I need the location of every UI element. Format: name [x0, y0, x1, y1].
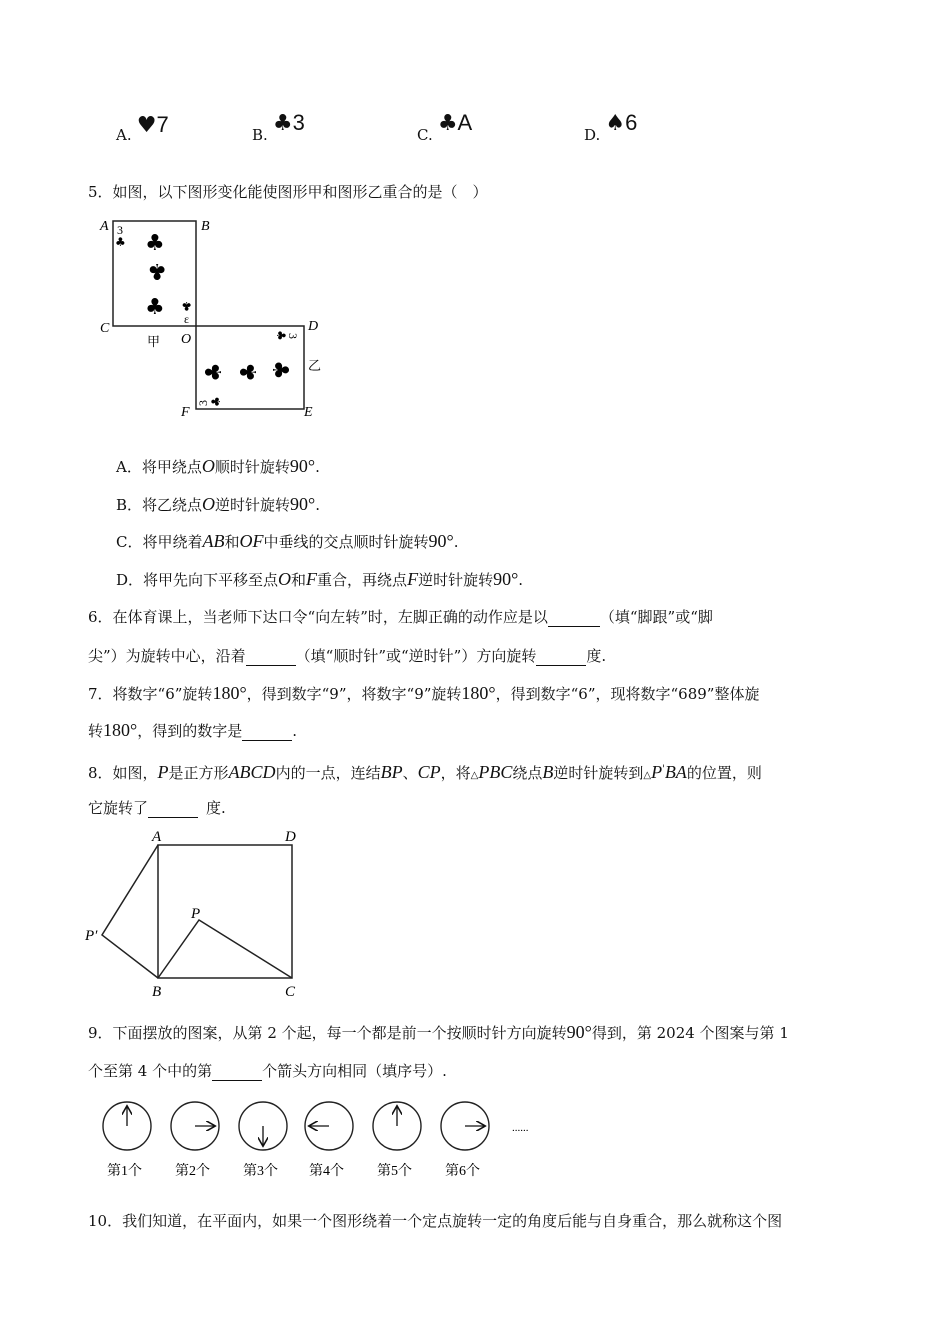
q5-option-a	[116, 456, 320, 477]
card-value: 7	[156, 112, 169, 137]
club-icon: ♣	[115, 235, 126, 249]
q5-option-c	[116, 531, 459, 552]
option-text: 逆时针旋转	[418, 571, 494, 589]
option-letter: B.	[252, 126, 268, 144]
question-text: 个箭头方向相同（填序号）.	[262, 1062, 447, 1080]
q5-option-d	[116, 569, 523, 590]
point-o: O	[201, 456, 215, 476]
q9-line-1	[88, 1022, 789, 1043]
q10-line-1: 10．我们知道，在平面内，如果一个图形绕着一个定点旋转一定的角度后能与自身重合，那么就称这个图	[88, 1212, 783, 1230]
option-text: C．将甲绕着	[116, 533, 203, 551]
label-a: A	[100, 219, 109, 234]
option-text: D．将甲先向下平移至点	[116, 571, 279, 589]
label-p: P	[191, 906, 201, 922]
card-number: 3	[117, 223, 123, 237]
degree-value: 180°	[103, 720, 138, 740]
label-b: B	[201, 219, 210, 234]
arrow-pattern-3	[239, 1102, 287, 1179]
club-icon: ♣	[147, 258, 167, 283]
label-a: A	[152, 829, 162, 845]
degree-value: 180°	[461, 683, 496, 703]
spade-icon: ♠	[605, 111, 626, 136]
question-text: 8．如图，	[88, 764, 158, 782]
question-text: ，将	[440, 764, 471, 782]
option-c	[417, 110, 473, 144]
label-f: F	[181, 405, 190, 420]
degree-value: 90°	[428, 531, 454, 551]
option-text: A．将甲绕点	[116, 458, 202, 476]
degree-value: 180°	[212, 683, 247, 703]
question-text: 个至第 4 个中的第	[88, 1062, 213, 1080]
degree-value: 90°	[289, 456, 316, 476]
degree-value: 90°	[566, 1022, 592, 1042]
pattern-caption: 第1个	[107, 1164, 142, 1179]
option-text: .	[315, 458, 320, 476]
question-text: 6．在体育课上，当老师下达口令“向左转”时，左脚正确的动作应是以	[88, 608, 548, 626]
q8-line-1	[88, 760, 762, 786]
question-text: 7．将数字“6”旋转	[88, 685, 213, 703]
label-d: D	[285, 829, 296, 845]
option-d	[584, 110, 638, 144]
label-c: C	[285, 984, 296, 1000]
question-text: 它旋转了	[88, 799, 149, 817]
option-text: 和	[291, 571, 307, 589]
question-text: 度.	[206, 799, 226, 817]
q6-line-1	[88, 607, 713, 627]
club-icon: ♣	[267, 360, 292, 380]
answer-blank[interactable]	[548, 610, 600, 627]
arrow-pattern-4	[305, 1102, 353, 1179]
answer-blank[interactable]	[212, 1064, 262, 1081]
option-letter: D.	[584, 126, 601, 144]
q6-line-2	[88, 646, 606, 666]
club-icon: ♣	[237, 362, 262, 382]
pattern-caption: 第4个	[309, 1164, 344, 1179]
q5-option-b	[116, 494, 320, 515]
arrow-pattern-1	[103, 1102, 151, 1179]
card-value: 3	[292, 110, 305, 135]
question-text: ，得到数字“9”，将数字“9”旋转	[246, 685, 462, 703]
arrow-pattern-2	[171, 1102, 219, 1179]
triangle-icon: △	[470, 770, 479, 781]
option-letter: A.	[116, 126, 132, 144]
club-icon: ♣	[145, 231, 165, 256]
pattern-caption: 第6个	[445, 1164, 480, 1179]
club-icon: ♣	[272, 111, 293, 136]
pattern-caption: 第3个	[243, 1164, 278, 1179]
answer-blank[interactable]	[246, 649, 296, 666]
point-f: F	[407, 569, 419, 589]
question-text: 得到，第 2024 个图案与第 1	[591, 1024, 789, 1042]
question-text: .	[292, 722, 298, 740]
question-text: （填“脚跟”或“脚	[599, 608, 713, 626]
question-text: 逆时针旋转到	[553, 764, 644, 782]
q8-line-2	[88, 798, 226, 818]
club-icon: ♣	[437, 111, 458, 136]
point-o: O	[278, 569, 292, 589]
question-text: ，得到数字“6”，现将数字“689”整体旋	[495, 685, 760, 703]
club-icon: ♣	[209, 396, 223, 407]
option-letter: C.	[417, 126, 433, 144]
option-text: B．将乙绕点	[116, 496, 203, 514]
option-text: .	[453, 533, 459, 551]
segment-of: OF	[239, 531, 264, 551]
card-value: 6	[625, 110, 638, 135]
club-icon: ♣	[181, 299, 192, 313]
club-icon: ♣	[145, 295, 165, 320]
square-abcd: ABCD	[228, 762, 276, 782]
question-text: 度.	[586, 647, 607, 665]
answer-blank[interactable]	[536, 649, 586, 666]
segment-ba: BA	[664, 762, 687, 782]
q4-options	[0, 108, 950, 148]
option-text: 重合，再绕点	[317, 571, 408, 589]
triangle-pbc: PBC	[478, 762, 513, 782]
point-p-prime: P	[651, 762, 663, 782]
option-a	[116, 112, 169, 144]
segment-bp: BP	[380, 762, 403, 782]
q5-figure	[95, 210, 335, 425]
question-text: 是正方形	[168, 764, 229, 782]
card-value: A	[457, 110, 473, 135]
label-c: C	[100, 321, 110, 336]
club-icon: ♣	[274, 330, 288, 341]
option-text: 顺时针旋转	[214, 458, 290, 476]
q7-line-2	[88, 720, 297, 741]
point-o: O	[202, 494, 216, 514]
point-b: B	[542, 762, 554, 782]
question-text: 、	[402, 764, 418, 782]
label-p-prime: P′	[85, 928, 98, 944]
card-number-rotated: 3	[286, 333, 300, 339]
triangle-icon: △	[643, 770, 652, 781]
question-text: （填“顺时针”或“逆时针”）方向旋转	[295, 647, 537, 665]
question-text: 9．下面摆放的图案，从第 2 个起，每一个都是前一个按顺时针方向旋转	[88, 1024, 567, 1042]
label-d: D	[308, 319, 319, 334]
answer-blank[interactable]	[148, 801, 198, 818]
arrow-pattern-6	[441, 1102, 489, 1179]
q5-stem: 5．如图，以下图形变化能使图形甲和图形乙重合的是（ ）	[88, 183, 488, 201]
option-text: 中垂线的交点顺时针旋转	[263, 533, 429, 551]
option-text: .	[518, 571, 524, 589]
card-number-rotated: 3	[196, 400, 210, 406]
ellipsis: ......	[512, 1122, 529, 1134]
label-e: E	[304, 405, 313, 420]
option-b	[252, 110, 305, 144]
answer-blank[interactable]	[242, 724, 292, 741]
label-o: O	[181, 332, 192, 347]
option-text: .	[315, 496, 321, 514]
question-text: 内的一点，连结	[275, 764, 381, 782]
label-yi: 乙	[308, 358, 322, 373]
label-jia: 甲	[147, 334, 161, 349]
segment-ab: AB	[202, 531, 225, 551]
arrow-pattern-5	[373, 1102, 421, 1179]
question-text: 转	[88, 722, 104, 740]
question-text: 尖”）为旋转中心，沿着	[88, 647, 246, 665]
club-icon: ♣	[202, 362, 227, 382]
question-text: ，得到的数字是	[137, 722, 243, 740]
q7-line-1	[88, 683, 759, 704]
option-text: 逆时针旋转	[215, 496, 291, 514]
question-text: 绕点	[512, 764, 543, 782]
point-f: F	[306, 569, 318, 589]
degree-value: 90°	[493, 569, 519, 589]
question-text: 的位置，则	[686, 764, 762, 782]
segment-cp: CP	[417, 762, 441, 782]
heart-icon: ♥	[136, 113, 157, 138]
pattern-caption: 第2个	[175, 1164, 210, 1179]
q9-arrow-sequence	[95, 1095, 555, 1190]
prime-mark: '	[662, 764, 665, 775]
q8-figure	[82, 825, 312, 1003]
degree-value: 90°	[290, 494, 316, 514]
card-number-rotated: ε	[184, 312, 190, 326]
label-b: B	[152, 984, 162, 1000]
q9-line-2	[88, 1061, 447, 1081]
pattern-caption: 第5个	[377, 1164, 412, 1179]
option-text: 和	[224, 533, 240, 551]
point-p: P	[157, 762, 169, 782]
